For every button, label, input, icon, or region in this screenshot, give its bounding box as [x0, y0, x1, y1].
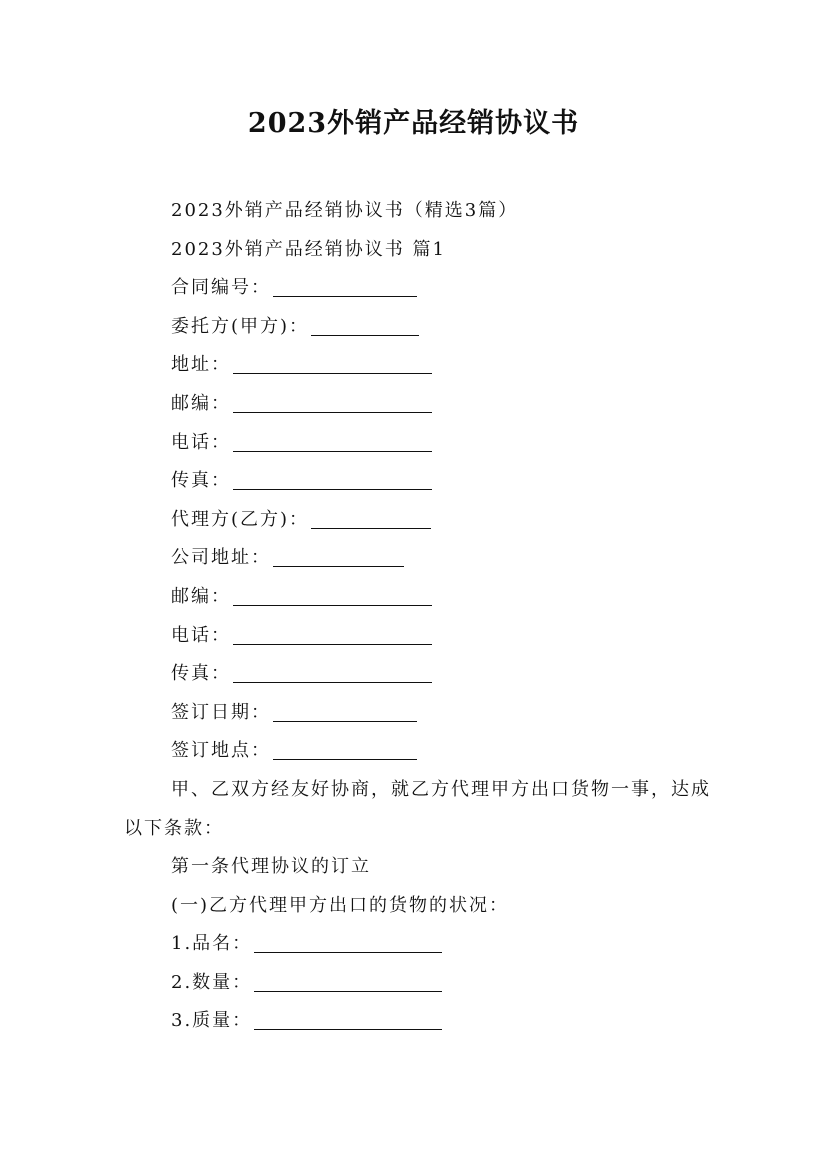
sign-date-field	[124, 694, 714, 733]
section-heading-text: 2023外销产品经销协议书 篇1	[171, 238, 446, 260]
goods-status-heading-text: (一)乙方代理甲方出口的货物的状况：	[171, 894, 510, 916]
party-b-postcode-field	[124, 578, 714, 617]
party-b-blank	[311, 506, 431, 529]
sign-place-label: 签订地点：	[171, 740, 271, 762]
party-a-label: 委托方(甲方)：	[171, 315, 310, 337]
party-b-phone-blank	[233, 622, 432, 645]
party-a-fax-label: 传真：	[171, 470, 231, 492]
quality-label: 3.质量：	[171, 1010, 253, 1032]
party-b-fax-label: 传真：	[171, 663, 231, 685]
party-a-field	[124, 308, 714, 347]
party-a-fax-field	[124, 462, 714, 501]
sign-place-blank	[273, 737, 417, 760]
product-name-blank	[254, 930, 442, 953]
party-b-address-label: 公司地址：	[171, 547, 271, 569]
party-a-phone-blank	[233, 429, 432, 452]
quality-blank	[254, 1007, 442, 1030]
sign-date-label: 签订日期：	[171, 701, 271, 723]
product-name-field	[124, 925, 714, 964]
party-b-fax-blank	[233, 660, 432, 683]
party-a-fax-blank	[233, 467, 432, 490]
party-b-postcode-label: 邮编：	[171, 585, 231, 607]
article-one-heading	[124, 848, 714, 887]
party-b-phone-field	[124, 617, 714, 656]
party-a-postcode-field	[124, 385, 714, 424]
party-b-field	[124, 501, 714, 540]
article-one-heading-text: 第一条代理协议的订立	[171, 856, 371, 878]
quantity-field	[124, 964, 714, 1003]
party-b-address-field	[124, 539, 714, 578]
subtitle-text: 2023外销产品经销协议书（精选3篇）	[171, 200, 519, 221]
party-a-address-field	[124, 346, 714, 385]
contract-number-field	[124, 269, 714, 308]
party-a-blank	[311, 313, 419, 336]
party-a-postcode-label: 邮编：	[171, 392, 231, 414]
party-a-postcode-blank	[233, 390, 432, 413]
intro-paragraph: 甲、乙双方经友好协商，就乙方代理甲方出口货物一事，达成以下条款：	[124, 778, 711, 839]
party-a-phone-field	[124, 424, 714, 463]
quantity-label: 2.数量：	[171, 971, 253, 993]
subtitle-line	[124, 192, 714, 231]
party-b-fax-field	[124, 655, 714, 694]
party-b-phone-label: 电话：	[171, 624, 231, 646]
document-title: 2023外销产品经销协议书	[247, 108, 580, 139]
party-b-label: 代理方(乙方)：	[171, 508, 310, 530]
party-a-address-label: 地址：	[171, 354, 231, 376]
product-name-label: 1.品名：	[171, 933, 253, 955]
goods-status-heading	[124, 887, 714, 926]
sign-date-blank	[273, 699, 417, 722]
section-heading	[124, 231, 714, 270]
party-a-phone-label: 电话：	[171, 431, 231, 453]
quantity-blank	[254, 969, 442, 992]
party-a-address-blank	[233, 351, 432, 374]
contract-number-blank	[273, 274, 417, 297]
contract-number-label: 合同编号：	[171, 277, 271, 299]
party-b-postcode-blank	[233, 583, 432, 606]
quality-field	[124, 1002, 714, 1041]
document-body	[124, 192, 714, 1041]
party-b-address-blank	[273, 544, 404, 567]
sign-place-field	[124, 732, 714, 771]
